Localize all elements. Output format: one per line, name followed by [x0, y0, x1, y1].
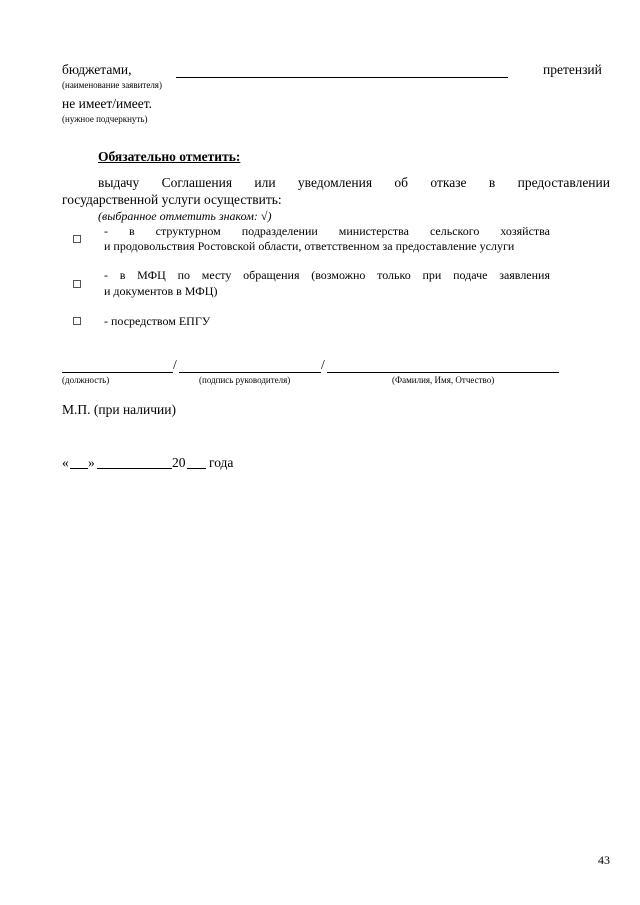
selection-note: (выбранное отметить знаком: √) — [98, 209, 272, 223]
applicant-name-line — [176, 77, 508, 78]
date-day-line — [70, 468, 88, 469]
date-year-word: года — [209, 455, 234, 470]
date-month-line — [97, 468, 172, 469]
section-line-2: государственной услуги осуществить: — [62, 192, 282, 207]
underline-caption: (нужное подчеркнуть) — [62, 114, 148, 124]
option-ministry-line-2: и продовольствия Ростовской области, ответственном за предоставление услуги — [104, 239, 515, 253]
option-epgu-checkbox[interactable] — [73, 317, 81, 325]
date-open-quote: « — [62, 455, 69, 470]
signature-line — [179, 372, 321, 373]
full-name-caption: (Фамилия, Имя, Отчество) — [392, 375, 495, 385]
full-name-line — [327, 372, 559, 373]
applicant-caption: (наименование заявителя) — [62, 80, 162, 90]
option-mfc-line-1: - в МФЦ по месту обращения (возможно только при подаче заявления — [104, 268, 550, 282]
date-century: 20 — [172, 455, 186, 470]
date-close-quote: » — [88, 455, 95, 470]
option-epgu-label: - посредством ЕПГУ — [104, 314, 211, 328]
option-ministry-line-1: - в структурном подразделении министерства сельского хозяйства — [104, 224, 550, 238]
section-title: Обязательно отметить: — [98, 149, 241, 164]
budgets-word: бюджетами, — [62, 62, 132, 77]
position-caption: (должность) — [62, 375, 110, 385]
signature-slash-2: / — [321, 357, 325, 372]
section-line-1: выдачу Соглашения или уведомления об отказе в предоставлении — [98, 175, 610, 190]
date-year-line — [187, 468, 206, 469]
claims-word: претензий — [543, 62, 602, 77]
option-mfc-line-2: и документов в МФЦ) — [104, 284, 218, 298]
option-mfc-checkbox[interactable] — [73, 280, 81, 288]
option-ministry-checkbox[interactable] — [73, 235, 81, 243]
page-number: 43 — [598, 853, 610, 867]
signature-slash-1: / — [173, 357, 177, 372]
position-line — [62, 372, 173, 373]
has-claims-line: не имеет/имеет. — [62, 96, 153, 111]
signature-caption: (подпись руководителя) — [199, 375, 291, 385]
stamp-label: М.П. (при наличии) — [62, 402, 176, 417]
